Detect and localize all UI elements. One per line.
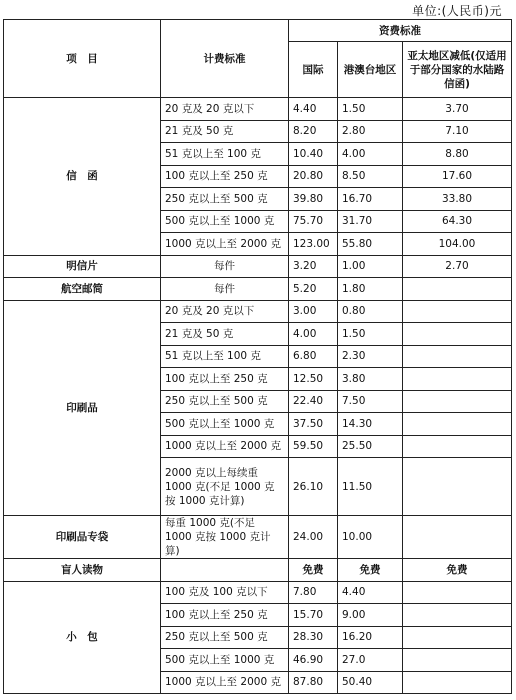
printed-apac [403,435,512,458]
printed-bag-label: 印刷品专袋 [4,516,161,559]
small-packet-std: 500 克以上至 1000 克 [161,649,289,672]
printed-apac [403,300,512,323]
letter-std: 1000 克以上至 2000 克 [161,233,289,256]
printed-std: 250 克以上至 500 克 [161,390,289,413]
small-packet-apac [403,671,512,694]
printed-bag-apac [403,516,512,559]
aerogramme-intl: 5.20 [289,278,338,301]
printed-intl: 4.00 [289,323,338,346]
small-packet-intl: 46.90 [289,649,338,672]
header-fee: 资费标准 [289,20,512,42]
aerogramme-apac [403,278,512,301]
blind-intl: 免费 [289,559,338,582]
small-packet-apac [403,649,512,672]
header-intl: 国际 [289,42,338,98]
letter-apac: 104.00 [403,233,512,256]
printed-bag-std: 每重 1000 克(不足 1000 克按 1000 克计算) [161,516,289,559]
blind-row [4,559,512,582]
letter-std: 500 克以上至 1000 克 [161,210,289,233]
printed-hkmt: 2.30 [338,345,403,368]
printed-hkmt: 7.50 [338,390,403,413]
letter-hkmt: 2.80 [338,120,403,143]
header-standard: 计费标准 [161,20,289,98]
letter-hkmt: 1.50 [338,98,403,121]
letter-hkmt: 4.00 [338,143,403,166]
small-packet-std: 100 克以上至 250 克 [161,604,289,627]
letter-std: 51 克以上至 100 克 [161,143,289,166]
printed-intl: 3.00 [289,300,338,323]
printed-row [4,300,512,323]
printed-hkmt: 25.50 [338,435,403,458]
small-packet-hkmt: 9.00 [338,604,403,627]
postcard-std: 每件 [161,255,289,278]
letter-apac: 17.60 [403,165,512,188]
printed-apac [403,413,512,436]
printed-std: 1000 克以上至 2000 克 [161,435,289,458]
small-packet-intl: 87.80 [289,671,338,694]
postcard-row [4,255,512,278]
printed-std: 21 克及 50 克 [161,323,289,346]
printed-label: 印刷品 [4,300,161,516]
letter-intl: 4.40 [289,98,338,121]
aerogramme-label: 航空邮简 [4,278,161,301]
small-packet-hkmt: 4.40 [338,581,403,604]
small-packet-label: 小 包 [4,581,161,694]
header-apac: 亚太地区减低(仅适用于部分国家的水陆路信函) [403,42,512,98]
letter-intl: 123.00 [289,233,338,256]
aerogramme-row [4,278,512,301]
printed-std: 100 克以上至 250 克 [161,368,289,391]
letter-std: 20 克及 20 克以下 [161,98,289,121]
aerogramme-hkmt: 1.80 [338,278,403,301]
small-packet-apac [403,604,512,627]
printed-hkmt: 0.80 [338,300,403,323]
letter-row [4,98,512,121]
letter-hkmt: 16.70 [338,188,403,211]
blind-hkmt: 免费 [338,559,403,582]
letter-apac: 33.80 [403,188,512,211]
letter-apac: 7.10 [403,120,512,143]
postage-rate-table [3,19,512,694]
printed-hkmt: 3.80 [338,368,403,391]
letter-std: 250 克以上至 500 克 [161,188,289,211]
small-packet-apac [403,626,512,649]
letter-apac: 8.80 [403,143,512,166]
printed-std: 20 克及 20 克以下 [161,300,289,323]
printed-intl: 6.80 [289,345,338,368]
printed-bag-row [4,516,512,559]
postcard-apac: 2.70 [403,255,512,278]
small-packet-apac [403,581,512,604]
small-packet-intl: 28.30 [289,626,338,649]
letter-hkmt: 55.80 [338,233,403,256]
letter-apac: 64.30 [403,210,512,233]
printed-bag-hkmt: 10.00 [338,516,403,559]
postcard-label: 明信片 [4,255,161,278]
letter-hkmt: 8.50 [338,165,403,188]
printed-std: 2000 克以上每续重 1000 克(不足 1000 克按 1000 克计算) [161,458,289,516]
blind-apac: 免费 [403,559,512,582]
letter-apac: 3.70 [403,98,512,121]
blind-std [161,559,289,582]
small-packet-std: 250 克以上至 500 克 [161,626,289,649]
printed-apac [403,368,512,391]
printed-std: 51 克以上至 100 克 [161,345,289,368]
printed-intl: 37.50 [289,413,338,436]
printed-intl: 26.10 [289,458,338,516]
unit-label: 单位:(人民币)元 [412,4,502,18]
letter-std: 21 克及 50 克 [161,120,289,143]
printed-hkmt: 1.50 [338,323,403,346]
printed-apac [403,323,512,346]
small-packet-intl: 15.70 [289,604,338,627]
printed-intl: 12.50 [289,368,338,391]
printed-apac [403,345,512,368]
letter-intl: 20.80 [289,165,338,188]
printed-intl: 22.40 [289,390,338,413]
aerogramme-std: 每件 [161,278,289,301]
printed-hkmt: 11.50 [338,458,403,516]
letters-label: 信 函 [4,98,161,256]
letter-hkmt: 31.70 [338,210,403,233]
postcard-hkmt: 1.00 [338,255,403,278]
printed-intl: 59.50 [289,435,338,458]
small-packet-hkmt: 50.40 [338,671,403,694]
printed-apac [403,458,512,516]
small-packet-row [4,581,512,604]
small-packet-intl: 7.80 [289,581,338,604]
blind-label: 盲人读物 [4,559,161,582]
letter-intl: 75.70 [289,210,338,233]
letter-intl: 10.40 [289,143,338,166]
printed-apac [403,390,512,413]
small-packet-hkmt: 27.0 [338,649,403,672]
header-hkmt: 港澳台地区 [338,42,403,98]
postcard-intl: 3.20 [289,255,338,278]
header-item: 项 目 [4,20,161,98]
small-packet-std: 100 克及 100 克以下 [161,581,289,604]
letter-intl: 8.20 [289,120,338,143]
letter-std: 100 克以上至 250 克 [161,165,289,188]
printed-hkmt: 14.30 [338,413,403,436]
printed-bag-intl: 24.00 [289,516,338,559]
small-packet-std: 1000 克以上至 2000 克 [161,671,289,694]
printed-std: 500 克以上至 1000 克 [161,413,289,436]
letter-intl: 39.80 [289,188,338,211]
small-packet-hkmt: 16.20 [338,626,403,649]
